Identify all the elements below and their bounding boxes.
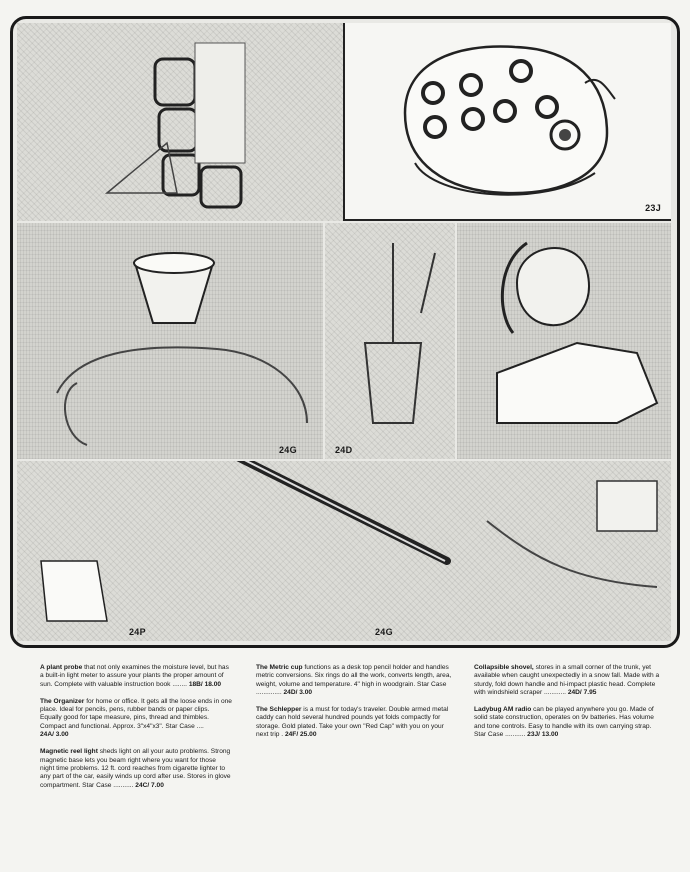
item-lead: The Schlepper bbox=[256, 706, 302, 714]
item-plant-probe: A plant probe that not only examines the moisture level, but has a built-in light meter to assure your plants the proper amount of sun. Complete with valuable instruction book ........ 18B/ 18.00 bbox=[40, 664, 229, 688]
ladybug-radio-photo bbox=[343, 23, 671, 221]
item-ladybug-radio: Ladybug AM radio can be played anywhere you go. Made of solid state construction, operates on 9v batteries. Has volume and tone controls. Easy to handle with its own carrying strap. Star Case ........... 23J/ 13.00 bbox=[474, 706, 654, 739]
woman-light-photo bbox=[457, 223, 671, 459]
probe-code: 24P bbox=[129, 627, 146, 637]
schlepper-drawing bbox=[17, 461, 671, 641]
item-lead: Magnetic reel light bbox=[40, 748, 98, 756]
shovel-drawing bbox=[325, 223, 455, 459]
item-price: 24D/ 3.00 bbox=[283, 688, 313, 696]
item-price: 24A/ 3.00 bbox=[40, 731, 69, 739]
woman-light-drawing bbox=[457, 223, 671, 459]
cup-code: 24G bbox=[279, 445, 297, 455]
item-text: sheds light on all your auto problems. Strong magnetic base lets you beam right where you want for those night time problems. 12 ft. cord reaches from cigarette lighter to any part of the car, easily winds up cord after use. Stores in glove compartment. Star Case bbox=[40, 748, 231, 789]
description-column-3 bbox=[474, 664, 660, 748]
product-descriptions bbox=[40, 664, 660, 824]
description-column-1 bbox=[40, 664, 232, 799]
item-text: can be played anywhere you go. Made of solid state construction, operates on 9v batteries. Has volume and tone controls. Easy to handle with its own carrying strap. Star Case bbox=[474, 706, 654, 739]
item-lead: Ladybug AM radio bbox=[474, 706, 532, 714]
item-lead: The Organizer bbox=[40, 697, 85, 705]
catalog-photo-frame bbox=[10, 16, 680, 648]
description-column-2 bbox=[256, 664, 452, 748]
radio-code: 23J bbox=[645, 203, 661, 213]
item-price: 24F/ 25.00 bbox=[284, 731, 317, 739]
item-metric-cup: The Metric cup functions as a desk top pencil holder and handles metric conversions. Six rings do all the work, converts length, area, weight, volume and temperature. 4" high in woodgrain. Star Case .............. 24D/ 3.00 bbox=[256, 664, 452, 696]
item-text: is a must for today's traveler. Double armed metal caddy can hold several hundred pounds yet folds compactly for storage. Gold plated. Take your own "Red Cap" with you on your next trip bbox=[256, 706, 449, 739]
organizer-photo bbox=[17, 23, 343, 221]
ladybug-radio-drawing bbox=[345, 23, 671, 221]
item-text: for home or office. It gets all the loose ends in one place. Ideal for pencils, pens, rubber bands or paper clips. Equally good for tape measure, pins, thread and thimbles. Compact and functional. Approx. 3"x4"x3". Star Case bbox=[40, 697, 232, 730]
item-text: stores in a small corner of the trunk, yet available when caught unexpectedly in a snow fall. Made with a sturdy, fold down handle and hi-impact plastic head. Complete with windshield scraper bbox=[474, 664, 660, 696]
item-schlepper: The Schlepper is a must for today's traveler. Double armed metal caddy can hold several hundred pounds yet folds compactly for storage. Gold plated. Take your own "Red Cap" with you on your next trip . 24F/ 25.00 bbox=[256, 706, 449, 739]
metric-cup-drawing bbox=[17, 223, 323, 459]
item-organizer: The Organizer for home or office. It gets all the loose ends in one place. Ideal for pencils, pens, rubber bands or paper clips. Equally good for tape measure, pins, thread and thimbles. Compact and functional. Approx. 3"x4"x3". Star Case .... 24A/ 3.00 bbox=[40, 697, 232, 739]
item-price: 24C/ 7.00 bbox=[135, 781, 164, 789]
item-magnetic-light: Magnetic reel light sheds light on all your auto problems. Strong magnetic base lets you beam right where you want for those night time problems. 12 ft. cord reaches from cigarette lighter to any part of the car, easily winds up cord after use. Stores in glove compartment. Star Case ........... 24C/ 7.00 bbox=[40, 748, 231, 789]
shovel-photo bbox=[325, 223, 455, 459]
schlepper-photo bbox=[17, 461, 671, 641]
item-price: 18B/ 18.00 bbox=[188, 680, 222, 688]
shovel-code: 24D bbox=[335, 445, 353, 455]
item-lead: A plant probe bbox=[40, 664, 83, 671]
light-code: 24G bbox=[375, 627, 393, 637]
item-price: 23J/ 13.00 bbox=[527, 731, 559, 739]
item-price: 24D/ 7.95 bbox=[567, 688, 597, 696]
metric-cup-photo bbox=[17, 223, 323, 459]
item-collapsible-shovel: Collapsible shovel, stores in a small corner of the trunk, yet available when caught unexpectedly in a snow fall. Made with a sturdy, fold down handle and hi-impact plastic head. Complete with windshield scraper ............ 24D/ 7.95 bbox=[474, 664, 660, 696]
item-lead: The Metric cup bbox=[256, 664, 303, 671]
item-text: that not only examines the moisture level, but has a built-in light meter to assure your plants the proper amount of sun. Complete with valuable instruction book bbox=[40, 664, 229, 688]
organizer-drawing bbox=[17, 23, 343, 221]
item-lead: Collapsible shovel, bbox=[474, 664, 534, 671]
item-text: functions as a desk top pencil holder and handles metric conversions. Six rings do all the work, converts length, area, weight, volume and temperature. 4" high in woodgrain. Star Case bbox=[256, 664, 452, 688]
